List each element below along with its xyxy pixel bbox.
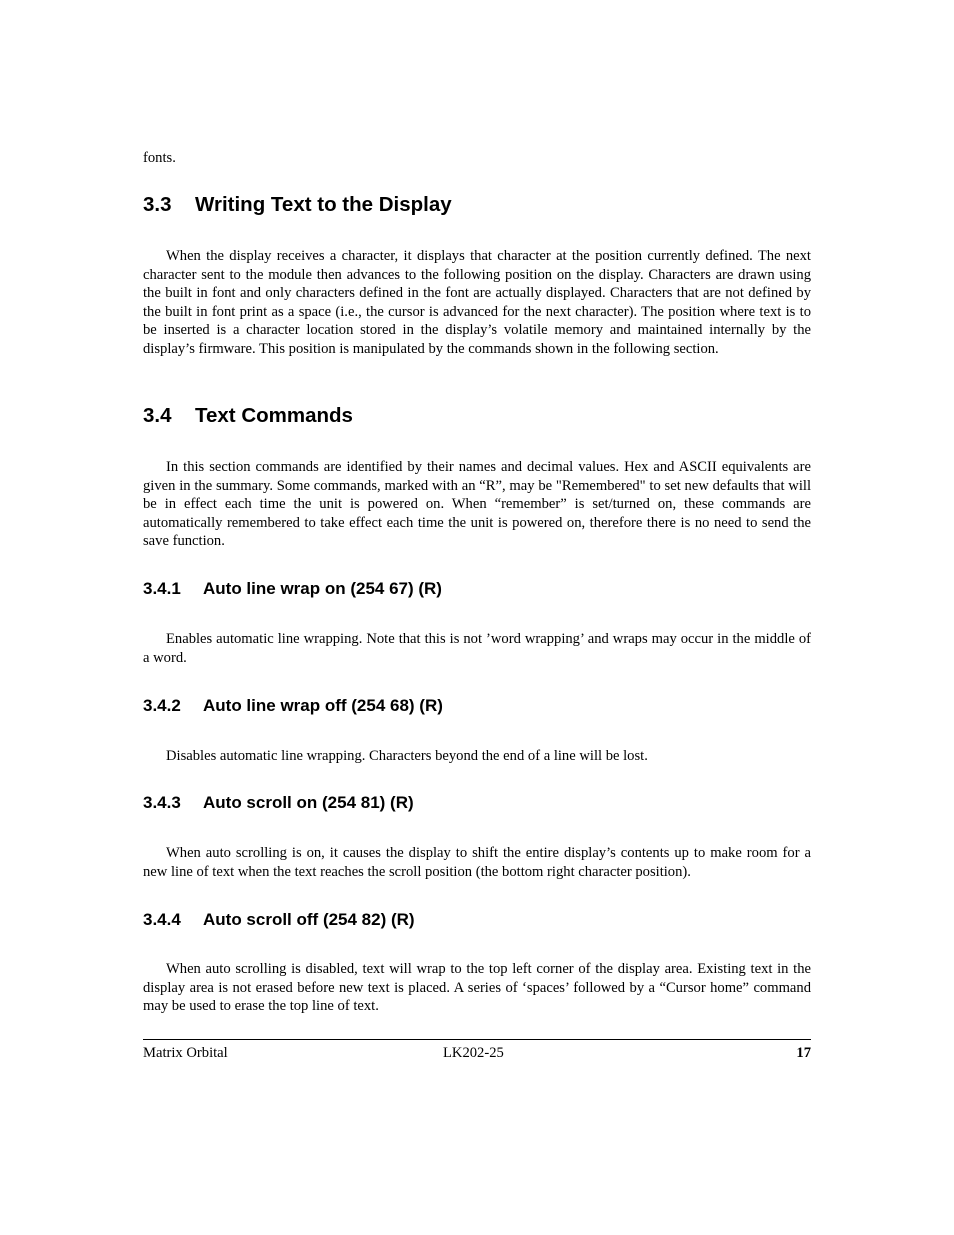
subsection-heading-3-4-1 <box>143 579 442 599</box>
footer-company: Matrix Orbital <box>143 1045 228 1061</box>
subsection-number: 3.4.2 <box>143 696 181 715</box>
subsection-body-3-4-3: When auto scrolling is on, it causes the display to shift the entire display’s contents up to make room for a new line of text when the text reaches the scroll position (the bottom right character position). <box>143 845 811 880</box>
footer-page-number: 17 <box>796 1045 811 1061</box>
footer-rule <box>143 1039 811 1040</box>
subsection-body-3-4-1: Enables automatic line wrapping. Note that this is not ’word wrapping’ and wraps may occur in the middle of a word. <box>143 631 811 666</box>
section-heading-3-4 <box>143 404 353 428</box>
section-number: 3.3 <box>143 193 172 216</box>
subsection-number: 3.4.1 <box>143 579 181 598</box>
subsection-number: 3.4.3 <box>143 793 181 812</box>
section-body-3-4: In this section commands are identified by their names and decimal values. Hex and ASCII equivalents are given in the summary. Some commands, marked with an “R”, may be "Remembered" to set new defaults that will be in effect each time the unit is powered on. When “remember” is set/turned on, these commands are automatically remembered to take effect each time the unit is powered on, therefore there is no need to send the save function. <box>143 459 811 550</box>
subsection-heading-3-4-2 <box>143 696 443 716</box>
section-title: Text Commands <box>195 404 353 427</box>
continuation-text: fonts. <box>143 150 176 166</box>
subsection-body-3-4-4: When auto scrolling is disabled, text will wrap to the top left corner of the display area. Existing text in the display area is not erased before new text is placed. A series of ‘spaces’ followed by a “Cursor home” command may be used to erase the top line of text. <box>143 961 811 1015</box>
subsection-body-3-4-2: Disables automatic line wrapping. Characters beyond the end of a line will be lost. <box>166 748 648 764</box>
subsection-heading-3-4-3 <box>143 793 414 813</box>
section-body-3-3: When the display receives a character, it displays that character at the position currently defined. The next character sent to the module then advances to the following position on the display. Characters are drawn using the built in font and only characters defined in the font are actually displayed. Characters that are not defined by the built in font print as a space (i.e., the cursor is advanced for the next character). The position where text is to be inserted is a character location stored in the display’s volatile memory and maintained internally by the display’s firmware. This position is manipulated by the commands shown in the following section. <box>143 248 811 357</box>
section-title: Writing Text to the Display <box>195 193 452 216</box>
subsection-title: Auto line wrap off (254 68) (R) <box>203 696 443 715</box>
subsection-number: 3.4.4 <box>143 910 181 929</box>
subsection-title: Auto scroll off (254 82) (R) <box>203 910 415 929</box>
section-number: 3.4 <box>143 404 172 427</box>
subsection-title: Auto scroll on (254 81) (R) <box>203 793 414 812</box>
subsection-heading-3-4-4 <box>143 910 415 930</box>
footer-model: LK202-25 <box>443 1045 504 1061</box>
section-heading-3-3 <box>143 193 452 217</box>
subsection-title: Auto line wrap on (254 67) (R) <box>203 579 442 598</box>
